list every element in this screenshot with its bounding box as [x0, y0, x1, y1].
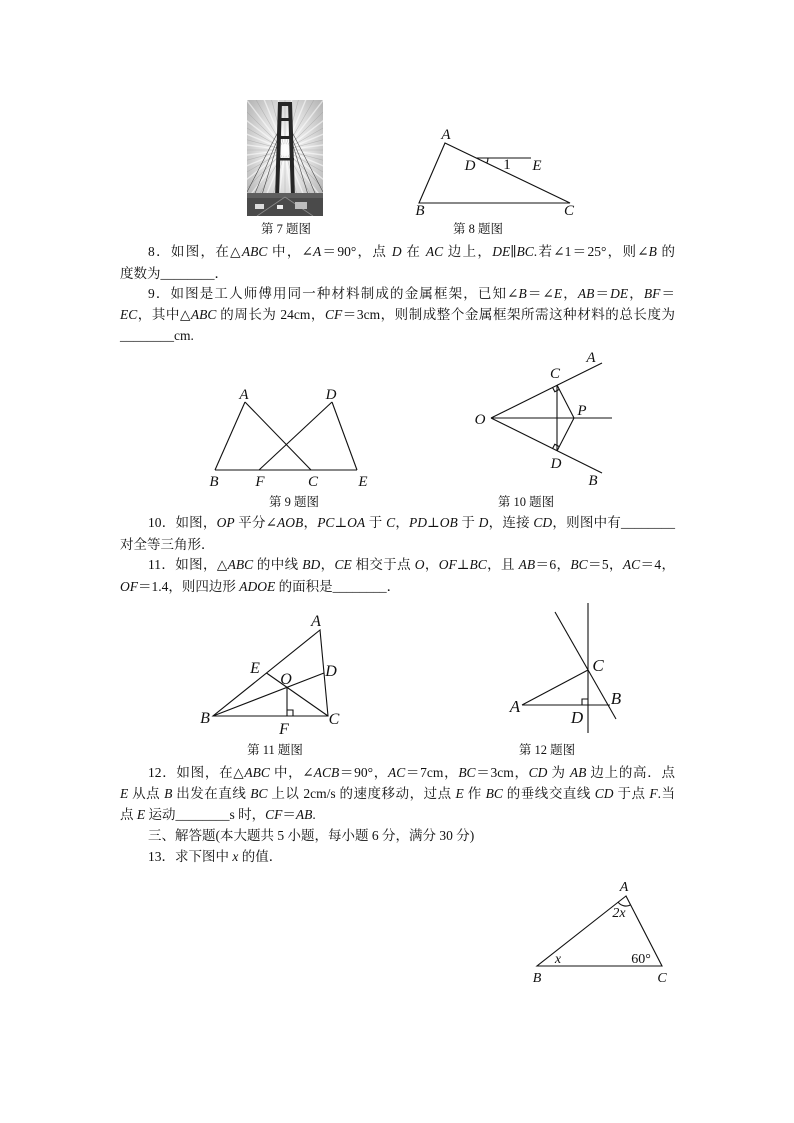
math-variable: B: [518, 286, 527, 301]
label-e: E: [532, 158, 542, 174]
caption-figure-9: 第 9 题图: [268, 495, 320, 509]
math-variable: CD: [533, 515, 553, 530]
math-variable: OB: [439, 515, 458, 530]
caption-figure-12: 第 12 题图: [518, 743, 576, 757]
segment-pc: [557, 385, 574, 418]
math-variable: AC: [622, 557, 641, 572]
label-a: A: [619, 880, 629, 895]
question-11-line-2: OF＝1.4，则四边形 ADOE 的面积是________．: [120, 579, 401, 594]
question-9-line-3: ________cm.: [120, 328, 194, 343]
math-variable: A: [312, 244, 322, 259]
label-f: F: [279, 721, 289, 738]
figure-8-diagram: [415, 127, 575, 219]
figure-13-diagram: [533, 880, 668, 986]
question-10-line-2: 对全等三角形．: [120, 537, 215, 552]
math-variable: OA: [347, 515, 366, 530]
math-variable: C: [386, 515, 396, 530]
math-variable: CF: [324, 307, 343, 322]
label-b: B: [532, 971, 542, 986]
math-variable: BC: [570, 557, 588, 572]
label-angle-b: x: [554, 952, 562, 967]
label-a: A: [441, 127, 451, 143]
caption-figure-7: 第 7 题图: [260, 222, 312, 236]
math-variable: BC: [516, 244, 534, 259]
math-variable: AOB: [276, 515, 304, 530]
math-variable: BC: [458, 765, 476, 780]
figure-11-diagram: [200, 613, 340, 738]
label-b: B: [415, 203, 425, 219]
label-c: C: [549, 366, 561, 382]
math-variable: B: [648, 244, 657, 259]
segment-ac: [245, 402, 311, 470]
question-9-line-1: 9．如图是工人师傅用同一种材料制成的金属框架，已知∠B＝∠E，AB＝DE，BF＝: [148, 286, 676, 301]
math-variable: B: [164, 786, 173, 801]
math-variable: O: [414, 557, 425, 572]
figure-9-diagram: [209, 387, 367, 490]
right-angle-mark-d: [582, 699, 588, 705]
math-variable: DE: [610, 286, 629, 301]
figure-10-diagram: [475, 350, 612, 489]
caption-figure-8: 第 8 题图: [452, 222, 504, 236]
label-d: D: [325, 387, 337, 403]
label-d: D: [550, 456, 562, 472]
math-variable: x: [232, 849, 239, 864]
math-variable: AC: [387, 765, 406, 780]
math-variable: CD: [594, 786, 614, 801]
median-ce: [267, 673, 329, 716]
math-variable: AB: [569, 765, 587, 780]
math-variable: OP: [216, 515, 235, 530]
math-variable: AB: [577, 286, 595, 301]
right-angle-mark-f: [287, 710, 293, 716]
question-11-line-1: 11．如图，△ABC 的中线 BD，CE 相交于点 O，OF⊥BC，且 AB＝6，BC＝5，AC＝4，: [148, 557, 676, 572]
label-e: E: [358, 474, 368, 490]
math-variable: OF: [120, 579, 138, 594]
caption-figure-11: 第 11 题图: [247, 743, 303, 757]
caption-figure-10: 第 10 题图: [497, 495, 555, 509]
math-variable: CE: [334, 557, 352, 572]
math-variable: AC: [425, 244, 444, 259]
math-variable: AB: [295, 807, 313, 822]
math-variable: E: [136, 807, 146, 822]
label-b: B: [610, 689, 622, 708]
label-d: D: [464, 158, 476, 174]
question-9-line-2: EC，其中△ABC 的周长为 24cm，CF＝3cm，则制成整个金属框架所需这种材料的总长度为: [120, 307, 675, 322]
math-variable: E: [120, 786, 129, 801]
label-f: F: [255, 474, 265, 490]
question-8-line-1: 8．如图，在△ABC 中，∠A＝90°，点 D 在 AC 边上，DE∥BC.若∠1＝25°，则∠B 的: [148, 244, 676, 259]
line-bc: [555, 612, 616, 719]
label-c: C: [563, 203, 575, 219]
math-variable: BF: [643, 286, 661, 301]
triangle-abc: [419, 143, 570, 203]
label-b: B: [200, 710, 210, 727]
question-12-line-3: 点 E 运动________s 时，CF＝AB.: [120, 807, 316, 822]
math-variable: DE: [492, 244, 511, 259]
question-8-line-2: 度数为________．: [120, 266, 228, 281]
segment-de: [332, 402, 357, 470]
label-a: A: [509, 697, 521, 716]
label-c: C: [592, 656, 604, 675]
math-variable: ABC: [241, 244, 268, 259]
label-c: C: [328, 711, 340, 728]
label-a: A: [586, 350, 596, 366]
triangle-abc: [213, 630, 328, 716]
math-variable: ABC: [244, 765, 270, 780]
label-angle-c: 60°: [631, 952, 651, 967]
label-angle-a: 2x: [612, 906, 626, 921]
math-variable: EC: [120, 307, 138, 322]
math-variable: CF: [265, 807, 283, 822]
question-10-line-1: 10．如图，OP 平分∠AOB，PC⊥OA 于 C，PD⊥OB 于 D，连接 CD，则图中有________: [148, 515, 676, 530]
segment-ab: [215, 402, 245, 470]
math-variable: BC: [250, 786, 268, 801]
math-variable: OF: [438, 557, 457, 572]
label-angle-1: 1: [503, 157, 511, 173]
segment-ac: [522, 670, 588, 705]
math-variable: ABC: [190, 307, 217, 322]
ray-ob: [491, 418, 602, 473]
label-d: D: [570, 708, 584, 727]
math-variable: CD: [528, 765, 548, 780]
angle-1-arc: [487, 158, 488, 163]
question-12-line-2: E 从点 B 出发在直线 BC 上以 2cm/s 的速度移动，过点 E 作 BC 的垂线交直线 CD 于点 F.当: [120, 786, 676, 801]
question-13-line-1: 13．求下图中 x 的值．: [148, 849, 283, 864]
label-b: B: [209, 474, 219, 490]
math-variable: PD: [409, 515, 428, 530]
label-b: B: [588, 473, 598, 489]
math-variable: ADOE: [239, 579, 276, 594]
math-variable: F: [649, 786, 658, 801]
section-3-heading: 三、解答题(本大题共 5 小题，每小题 6 分，满分 30 分): [148, 828, 475, 843]
question-12-line-1: 12．如图，在△ABC 中，∠ACB＝90°，AC＝7cm，BC＝3cm，CD 为 AB 边上的高．点: [148, 765, 675, 780]
label-p: P: [577, 403, 587, 419]
label-e: E: [250, 660, 260, 677]
math-variable: BC: [485, 786, 503, 801]
label-o: O: [280, 671, 292, 688]
label-a: A: [311, 613, 321, 630]
math-variable: ABC: [227, 557, 254, 572]
math-variable: BD: [302, 557, 321, 572]
math-variable: E: [553, 286, 563, 301]
math-variable: BC: [469, 557, 487, 572]
math-variable: D: [391, 244, 402, 259]
segment-df: [259, 402, 332, 470]
label-o: O: [474, 412, 486, 428]
label-c: C: [307, 474, 319, 490]
math-variable: D: [478, 515, 489, 530]
math-variable: PC: [317, 515, 335, 530]
segment-pd: [557, 418, 574, 451]
math-variable: E: [455, 786, 464, 801]
label-c: C: [657, 971, 667, 986]
median-bd: [213, 673, 324, 716]
math-variable: AB: [518, 557, 536, 572]
label-d: D: [325, 663, 337, 680]
figure-12-diagram: [509, 603, 622, 733]
label-a: A: [239, 387, 249, 403]
math-variable: ACB: [313, 765, 340, 780]
